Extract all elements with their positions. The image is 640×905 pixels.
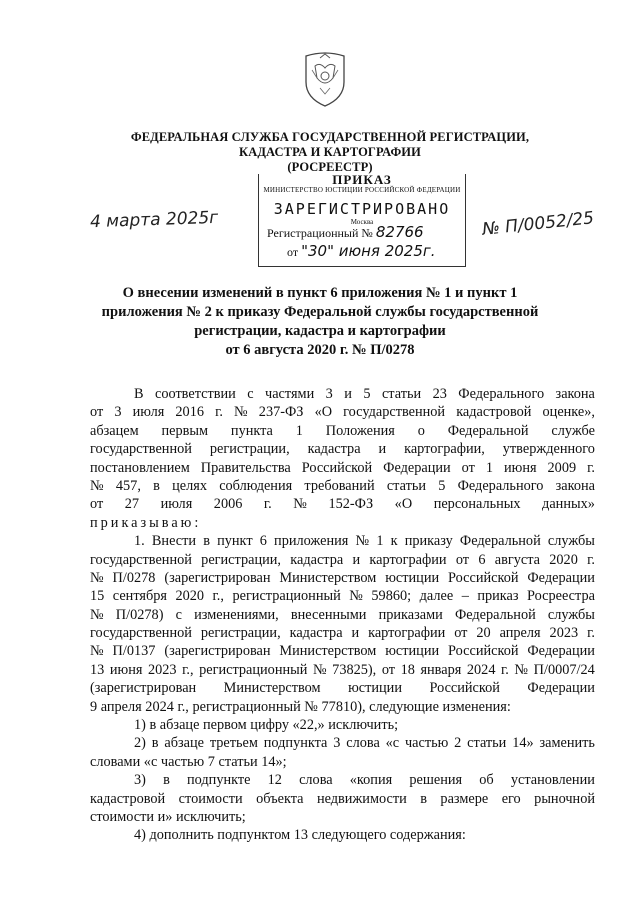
body-line: от 27 июля 2006 г. № 152-ФЗ «О персональных данных» (90, 496, 595, 513)
stamp-doc-type: ПРИКАЗ (332, 172, 392, 187)
body-line: 13 июня 2023 г., регистрационный № 73825), от 18 января 2024 г. № П/0007/24 (90, 661, 595, 678)
agency-line-1: ФЕДЕРАЛЬНАЯ СЛУЖБА ГОСУДАРСТВЕННОЙ РЕГИСТРАЦИИ, (130, 130, 530, 144)
body-line: государственной регистрации, кадастра и картографии от 6 августа 2020 г. (90, 551, 595, 568)
stamp-date-line (287, 242, 436, 260)
body-line: (зарегистрирован Министерством юстиции Российской Федерации (90, 680, 595, 697)
document-body (90, 385, 595, 845)
body-line: № 457, в целях соблюдения требований статьи 5 Федерального закона (90, 477, 595, 494)
title-line-2: приложения № 2 к приказу Федеральной службы государственной (101, 304, 539, 320)
agency-header (60, 130, 600, 175)
body-line: государственной регистрации, кадастра и картографии, утвержденного (90, 441, 595, 458)
coat-of-arms-icon (300, 48, 350, 108)
body-line: постановлением Правительства Российской Федерации от 1 июня 2009 г. (90, 459, 595, 476)
handwritten-order-number: № П/0052/25 (481, 208, 595, 240)
stamp-reg-number: 82766 (375, 223, 424, 241)
title-line-1: О внесении изменений в пункт 6 приложения № 1 и пункт 1 (122, 285, 518, 301)
stamp-registered: ЗАРЕГИСТРИРОВАНО (273, 200, 451, 218)
body-line: 2) в абзаце третьем подпункта 3 слова «с частью 2 статьи 14» заменить (134, 735, 595, 752)
agency-line-3: (РОСРЕЕСТР) (287, 160, 373, 174)
stamp-date-value: "30" июня 2025г. (301, 242, 436, 260)
body-line: 9 апреля 2024 г., регистрационный № 77810), следующие изменения: (90, 698, 511, 715)
body-line: 15 сентября 2020 г., регистрационный № 59860; далее – приказ Росреестра (90, 588, 595, 605)
stamp-city: Москва (350, 218, 374, 226)
document-title (60, 284, 580, 360)
handwritten-order-date: 4 марта 2025г (89, 207, 219, 233)
title-line-3: регистрации, кадастра и картографии (194, 323, 446, 339)
stamp-ministry: МИНИСТЕРСТВО ЮСТИЦИИ РОССИЙСКОЙ ФЕДЕРАЦИИ (263, 186, 461, 194)
body-line: № П/0278 (зарегистрирован Министерством юстиции Российской Федерации (90, 569, 595, 586)
registration-stamp (258, 174, 466, 267)
body-line: В соответствии с частями 3 и 5 статьи 23 Федерального закона (134, 386, 595, 402)
body-line: государственной регистрации, кадастра и картографии от 20 апреля 2023 г. (90, 625, 595, 642)
body-line: 1) в абзаце первом цифру «22,» исключить; (134, 717, 399, 734)
stamp-reg-line (267, 223, 424, 241)
body-line: № П/0137 (зарегистрирован Министерством юстиции Российской Федерации (90, 643, 595, 660)
body-line: 3) в подпункте 12 слова «копия решения об установлении (134, 772, 595, 789)
stamp-reg-label: Регистрационный № (267, 226, 373, 240)
body-line: № П/0278) с изменениями, внесенными приказами Федеральной службы (90, 606, 595, 623)
agency-line-2: КАДАСТРА И КАРТОГРАФИИ (239, 145, 421, 159)
body-line: 4) дополнить подпунктом 13 следующего содержания: (134, 827, 466, 844)
body-line: абзацем первым пункта 1 Положения о Федеральной службе (90, 422, 595, 439)
body-line: от 3 июля 2016 г. № 237-ФЗ «О государственной кадастровой оценке», (90, 404, 595, 421)
title-line-4: от 6 августа 2020 г. № П/0278 (225, 342, 415, 358)
body-line: 1. Внести в пункт 6 приложения № 1 к приказу Федеральной службы (134, 533, 595, 550)
body-line: кадастровой стоимости объекта недвижимости в размере его рыночной (90, 790, 595, 807)
body-line: стоимости и» исключить; (90, 808, 246, 825)
stamp-date-prefix: от (287, 245, 299, 259)
body-line: приказываю: (90, 514, 202, 531)
body-line: словами «с частью 7 статьи 14»; (90, 753, 287, 770)
